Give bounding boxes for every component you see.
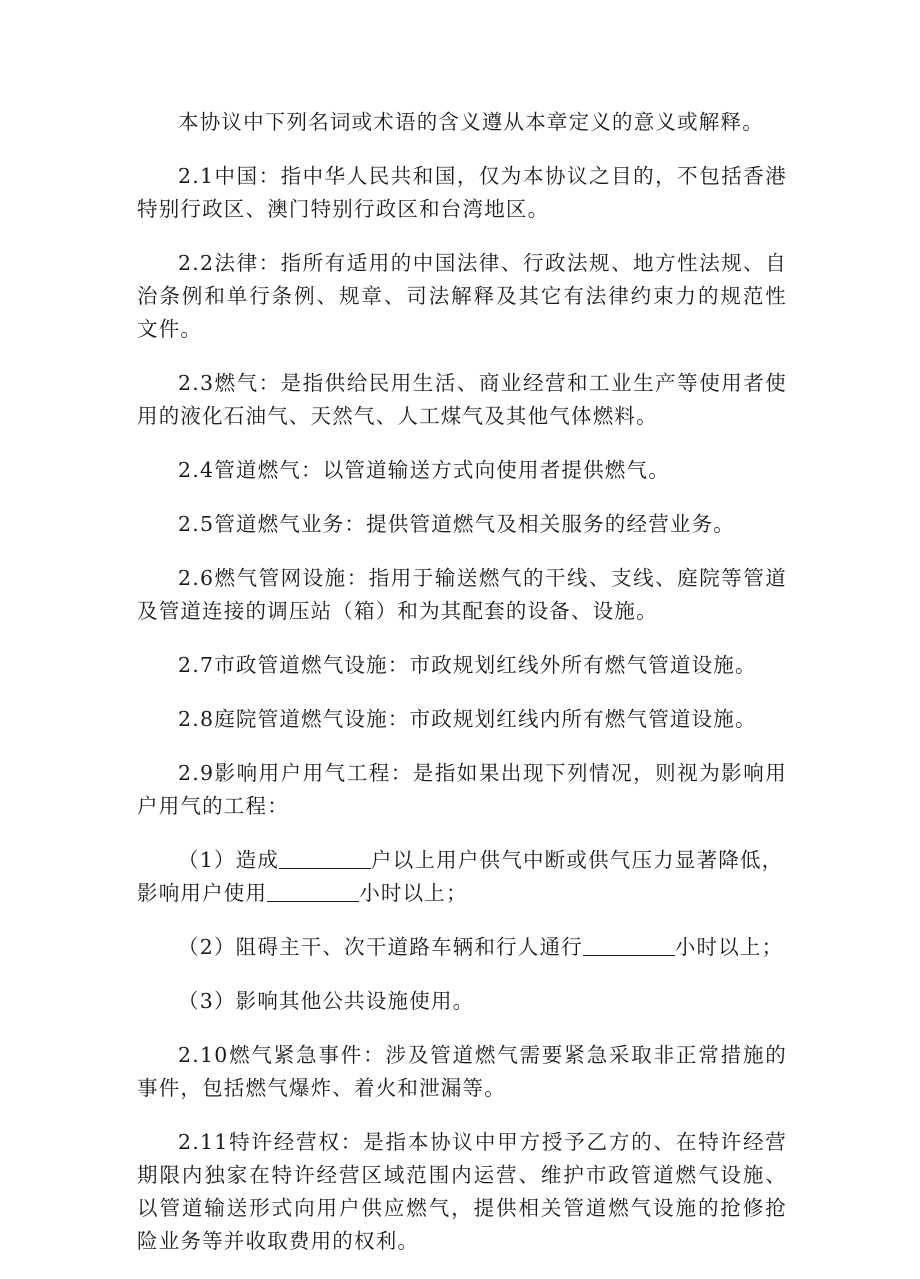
sub-item-text: 小时以上； xyxy=(674,935,784,959)
definition-number: 2.2 xyxy=(178,251,215,275)
definition-text: 影响用户用气工程：是指如果出现下列情况，则视为影响用户用气的工程： xyxy=(137,761,787,818)
definition-number: 2.9 xyxy=(178,761,215,785)
document-body xyxy=(137,106,787,1279)
definition-text: 燃气紧急事件：涉及管道燃气需要紧急采取非正常措施的事件，包括燃气爆炸、着火和泄漏等。 xyxy=(137,1043,787,1100)
sub-item-1 xyxy=(137,844,787,910)
definition-2-3 xyxy=(137,367,787,433)
fill-in-blank xyxy=(583,935,675,956)
sub-item-text: 小时以上； xyxy=(359,881,468,905)
definition-text: 市政管道燃气设施：市政规划红线外所有燃气管道设施。 xyxy=(214,653,757,677)
fill-in-blank xyxy=(267,881,359,902)
definition-text: 管道燃气业务：提供管道燃气及相关服务的经营业务。 xyxy=(214,512,736,536)
definition-number: 2.6 xyxy=(178,566,215,590)
definition-text: 法律：指所有适用的中国法律、行政法规、地方性法规、自治条例和单行条例、规章、司法解释及其它有法律约束力的规范性文件。 xyxy=(137,251,787,341)
definition-number: 2.10 xyxy=(178,1043,229,1067)
sub-item-text: （2）阻碍主干、次干道路车辆和行人通行 xyxy=(178,935,583,959)
definition-text: 中国：指中华人民共和国，仅为本协议之目的，不包括香港特别行政区、澳门特别行政区和台湾地区。 xyxy=(137,164,787,221)
intro-paragraph: 本协议中下列名词或术语的含义遵从本章定义的意义或解释。 xyxy=(178,110,764,134)
sub-item-3 xyxy=(137,985,787,1018)
definition-number: 2.11 xyxy=(178,1130,229,1154)
definition-number: 2.8 xyxy=(178,707,215,731)
definition-2-10 xyxy=(137,1039,787,1105)
definition-2-2 xyxy=(137,247,787,346)
sub-item-text: （3）影响其他公共设施使用。 xyxy=(178,989,475,1013)
definition-2-5 xyxy=(137,508,787,541)
definition-text: 燃气管网设施：指用于输送燃气的干线、支线、庭院等管道及管道连接的调压站（箱）和为其配套的设备、设施。 xyxy=(137,566,787,623)
definition-2-11 xyxy=(137,1126,787,1258)
sub-item-2 xyxy=(137,931,787,964)
definition-2-4 xyxy=(137,454,787,487)
sub-item-text: （1）造成 xyxy=(178,848,280,872)
definition-2-6 xyxy=(137,562,787,628)
definition-number: 2.4 xyxy=(178,458,215,482)
definition-text: 庭院管道燃气设施：市政规划红线内所有燃气管道设施。 xyxy=(214,707,757,731)
definition-2-1 xyxy=(137,160,787,226)
fill-in-blank xyxy=(279,848,371,869)
definition-2-8 xyxy=(137,703,787,736)
definition-number: 2.1 xyxy=(178,164,215,188)
definition-number: 2.5 xyxy=(178,512,215,536)
definition-number: 2.3 xyxy=(178,371,215,395)
definition-2-7 xyxy=(137,649,787,682)
sub-item-text: 户以上用户供气中断或供气压力显著降低，影响用户使用 xyxy=(137,848,784,905)
definition-text: 管道燃气：以管道输送方式向使用者提供燃气。 xyxy=(214,458,670,482)
definition-text: 特许经营权：是指本协议中甲方授予乙方的、在特许经营期限内独家在特许经营区域范围内运营、维护市政管道燃气设施、以管道输送形式向用户供应燃气，提供相关管道燃气设施的抢修抢险业务等并收取费用的权利。 xyxy=(137,1130,787,1253)
definition-number: 2.7 xyxy=(178,653,215,677)
definition-2-9 xyxy=(137,757,787,823)
definition-text: 燃气：是指供给民用生活、商业经营和工业生产等使用者使用的液化石油气、天然气、人工煤气及其他气体燃料。 xyxy=(137,371,787,428)
